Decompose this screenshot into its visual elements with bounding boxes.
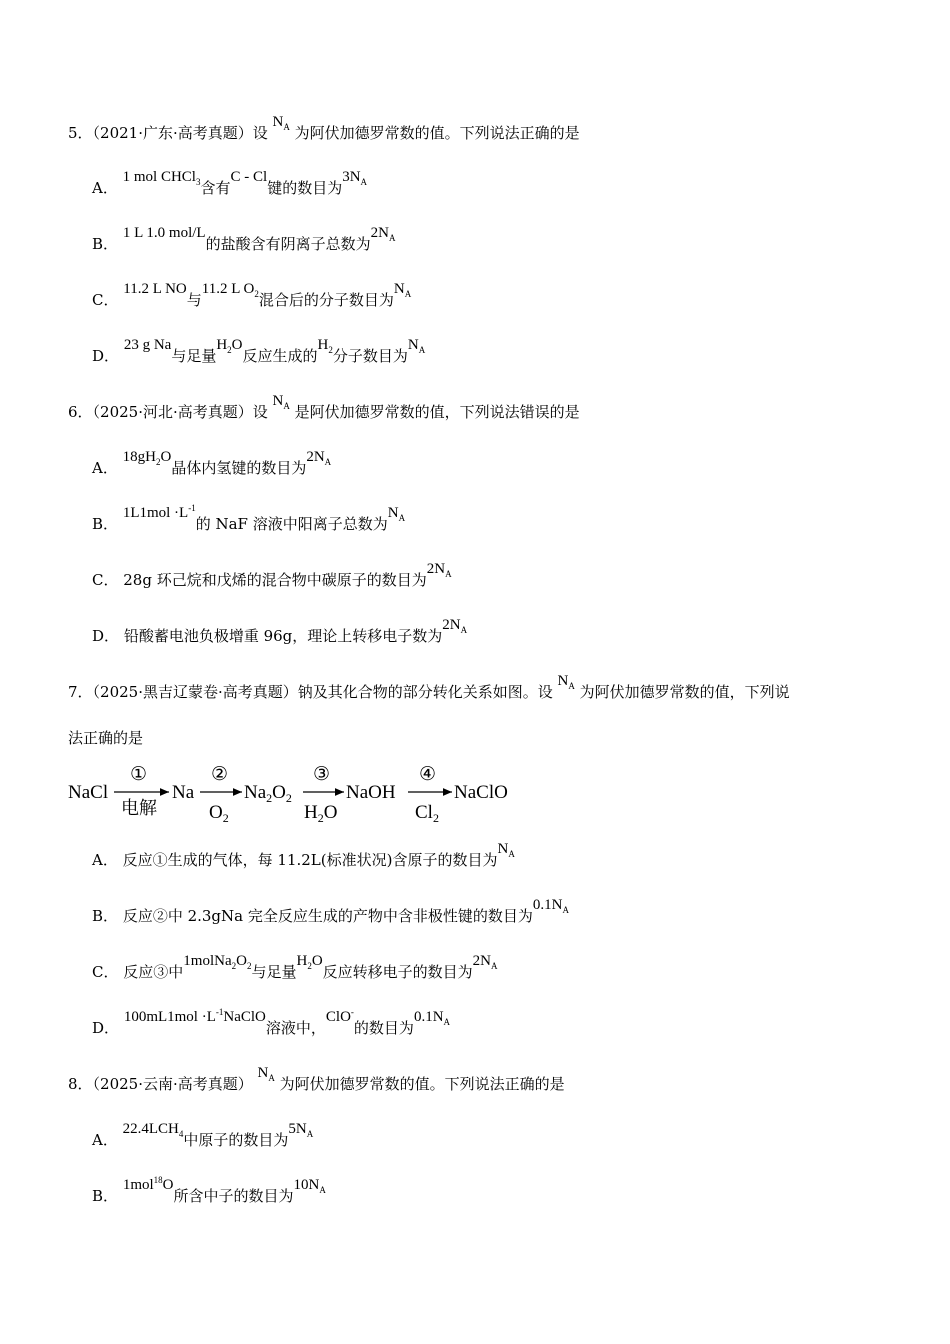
question-text: 为阿伏加德罗常数的值。下列说法正确的是: [279, 1075, 565, 1093]
formula: 1 L 1.0 mol/L: [122, 225, 206, 241]
formula: 1 mol CHCl$_3$: [122, 169, 201, 187]
question-number: 7．: [68, 683, 93, 701]
option-label: A．: [92, 851, 118, 869]
reaction-scheme: [66, 758, 526, 828]
option-label: B．: [92, 1187, 119, 1205]
question-8-stem: [68, 1065, 565, 1096]
option-a: [92, 169, 368, 200]
option-label: C．: [92, 571, 119, 589]
value: $10N_A$: [293, 1177, 326, 1195]
option-text: 晶体内氢键的数目为: [171, 459, 307, 477]
question-text-continued: 法正确的是: [68, 729, 144, 747]
condition-1: 电解: [121, 798, 157, 818]
option-text: 反应生成的: [242, 347, 318, 365]
option-text: 含有: [200, 179, 231, 197]
option-label: D．: [92, 1019, 120, 1037]
formula: $22.4LCH_4$: [122, 1121, 184, 1139]
question-7-stem: [68, 673, 790, 704]
option-text: 键的数目为: [267, 179, 343, 197]
question-6-stem: [68, 393, 580, 424]
species-naclo: NaClO: [454, 782, 508, 803]
option-d: [92, 617, 468, 648]
value: $N_A$: [393, 281, 412, 299]
na-symbol: $N_A$: [257, 1065, 275, 1083]
option-b: [92, 1175, 326, 1208]
option-text: 中原子的数目为: [183, 1131, 289, 1149]
species-na: Na: [172, 782, 195, 803]
value: $2N_A$: [370, 225, 396, 243]
option-text: 28g 环己烷和戊烯的混合物中碳原子的数目为: [123, 571, 427, 589]
option-text: 铅酸蓄电池负极增重 96g，理论上转移电子数为: [123, 627, 443, 645]
option-c: [92, 281, 412, 312]
condition-4: $Cl_2$: [415, 802, 439, 825]
question-source: （2025·黑吉辽蒙卷·高考真题）钠及其化合物的部分转化关系如图。设: [92, 683, 553, 701]
option-label: D．: [92, 347, 120, 365]
formula: 11.2 L NO: [123, 281, 187, 297]
option-text: 的 NaF 溶液中阳离子总数为: [195, 515, 388, 533]
value: $2N_A$: [306, 449, 332, 467]
species-nacl: NaCl: [68, 782, 109, 803]
formula: 11.2 L $O_2$: [201, 281, 259, 299]
option-label: B．: [92, 515, 119, 533]
option-text: 与: [186, 291, 202, 309]
formula: C - Cl: [230, 169, 268, 185]
option-b: [92, 897, 569, 928]
value: $2N_A$: [426, 561, 452, 579]
step-label-2: ②: [211, 764, 229, 785]
formula: $1L1mol \cdot L^{-1}$: [122, 503, 196, 521]
option-b: [92, 225, 396, 256]
na-symbol: $N_A$: [272, 393, 290, 411]
option-label: D．: [92, 627, 120, 645]
step-label-3: ③: [313, 764, 331, 785]
condition-3: $H_2O$: [304, 802, 338, 825]
option-text: 反应②中 2.3gNa 完全反应生成的产物中含非极性键的数目为: [122, 907, 533, 925]
option-d: [92, 1007, 451, 1040]
na-symbol: $N_A$: [557, 673, 575, 691]
formula: $H_2O$: [216, 337, 243, 355]
question-5-stem: [68, 114, 580, 145]
value: $2N_A$: [472, 953, 498, 971]
na-symbol: $N_A$: [272, 114, 290, 132]
option-c: [92, 953, 498, 984]
formula: $1molNa_2O_2$: [183, 953, 252, 971]
species-naoh: NaOH: [346, 782, 396, 803]
step-label-4: ④: [419, 764, 437, 785]
formula: $H_2O$: [296, 953, 323, 971]
formula: $100mL1mol \cdot L^{-1}NaClO$: [123, 1007, 266, 1025]
option-c: [92, 561, 452, 592]
value: $N_A$: [387, 505, 406, 523]
question-number: 5．: [68, 124, 93, 142]
question-source: （2025·河北·高考真题）设: [92, 403, 268, 421]
option-label: C．: [92, 963, 119, 981]
question-number: 6．: [68, 403, 93, 421]
option-text: 所含中子的数目为: [173, 1187, 294, 1205]
value: $N_A$: [497, 841, 515, 859]
value: $2N_A$: [442, 617, 468, 635]
option-b: [92, 503, 406, 536]
formula: $H_2$: [317, 337, 333, 355]
option-a: [92, 449, 332, 480]
step-label-1: ①: [130, 764, 148, 785]
question-text: 为阿伏加德罗常数的值。下列说法正确的是: [294, 124, 580, 142]
option-label: B．: [92, 907, 119, 925]
formula: 1mol$^{18}$O: [122, 1175, 174, 1193]
option-text: 与足量: [251, 963, 297, 981]
question-text: 是阿伏加德罗常数的值，下列说法错误的是: [294, 403, 580, 421]
question-number: 8．: [68, 1075, 93, 1093]
option-text: 的盐酸含有阴离子总数为: [205, 235, 371, 253]
option-text: 分子数目为: [332, 347, 408, 365]
option-text: 的数目为: [353, 1019, 414, 1037]
option-a: [92, 841, 515, 872]
value: $5N_A$: [288, 1121, 314, 1139]
condition-2: $O_2$: [209, 802, 229, 825]
formula: ClO-: [325, 1007, 354, 1025]
formula: $18gH_2O$: [122, 449, 172, 467]
question-source: （2025·云南·高考真题）: [92, 1075, 253, 1093]
option-label: A．: [92, 179, 118, 197]
option-label: C．: [92, 291, 119, 309]
option-text: 反应③中: [123, 963, 184, 981]
option-text: 反应转移电子的数目为: [322, 963, 473, 981]
value: $0.1N_A$: [413, 1009, 451, 1027]
question-source: （2021·广东·高考真题）设: [92, 124, 268, 142]
option-label: A．: [92, 1131, 118, 1149]
value: $0.1N_A$: [532, 897, 569, 915]
value: $3N_A$: [342, 169, 368, 187]
option-a: [92, 1121, 314, 1152]
option-text: 混合后的分子数目为: [258, 291, 394, 309]
option-text: 反应①生成的气体，每 11.2L(标准状况)含原子的数目为: [122, 851, 498, 869]
option-label: A．: [92, 459, 118, 477]
value: $N_A$: [407, 337, 426, 355]
option-d: [92, 337, 426, 368]
question-text: 为阿伏加德罗常数的值，下列说: [579, 683, 790, 701]
formula: 23 g Na: [123, 337, 172, 353]
species-na2o2: $Na_2O_2$: [244, 782, 292, 805]
option-text: 溶液中，: [265, 1019, 326, 1037]
option-text: 与足量: [171, 347, 217, 365]
option-label: B．: [92, 235, 119, 253]
